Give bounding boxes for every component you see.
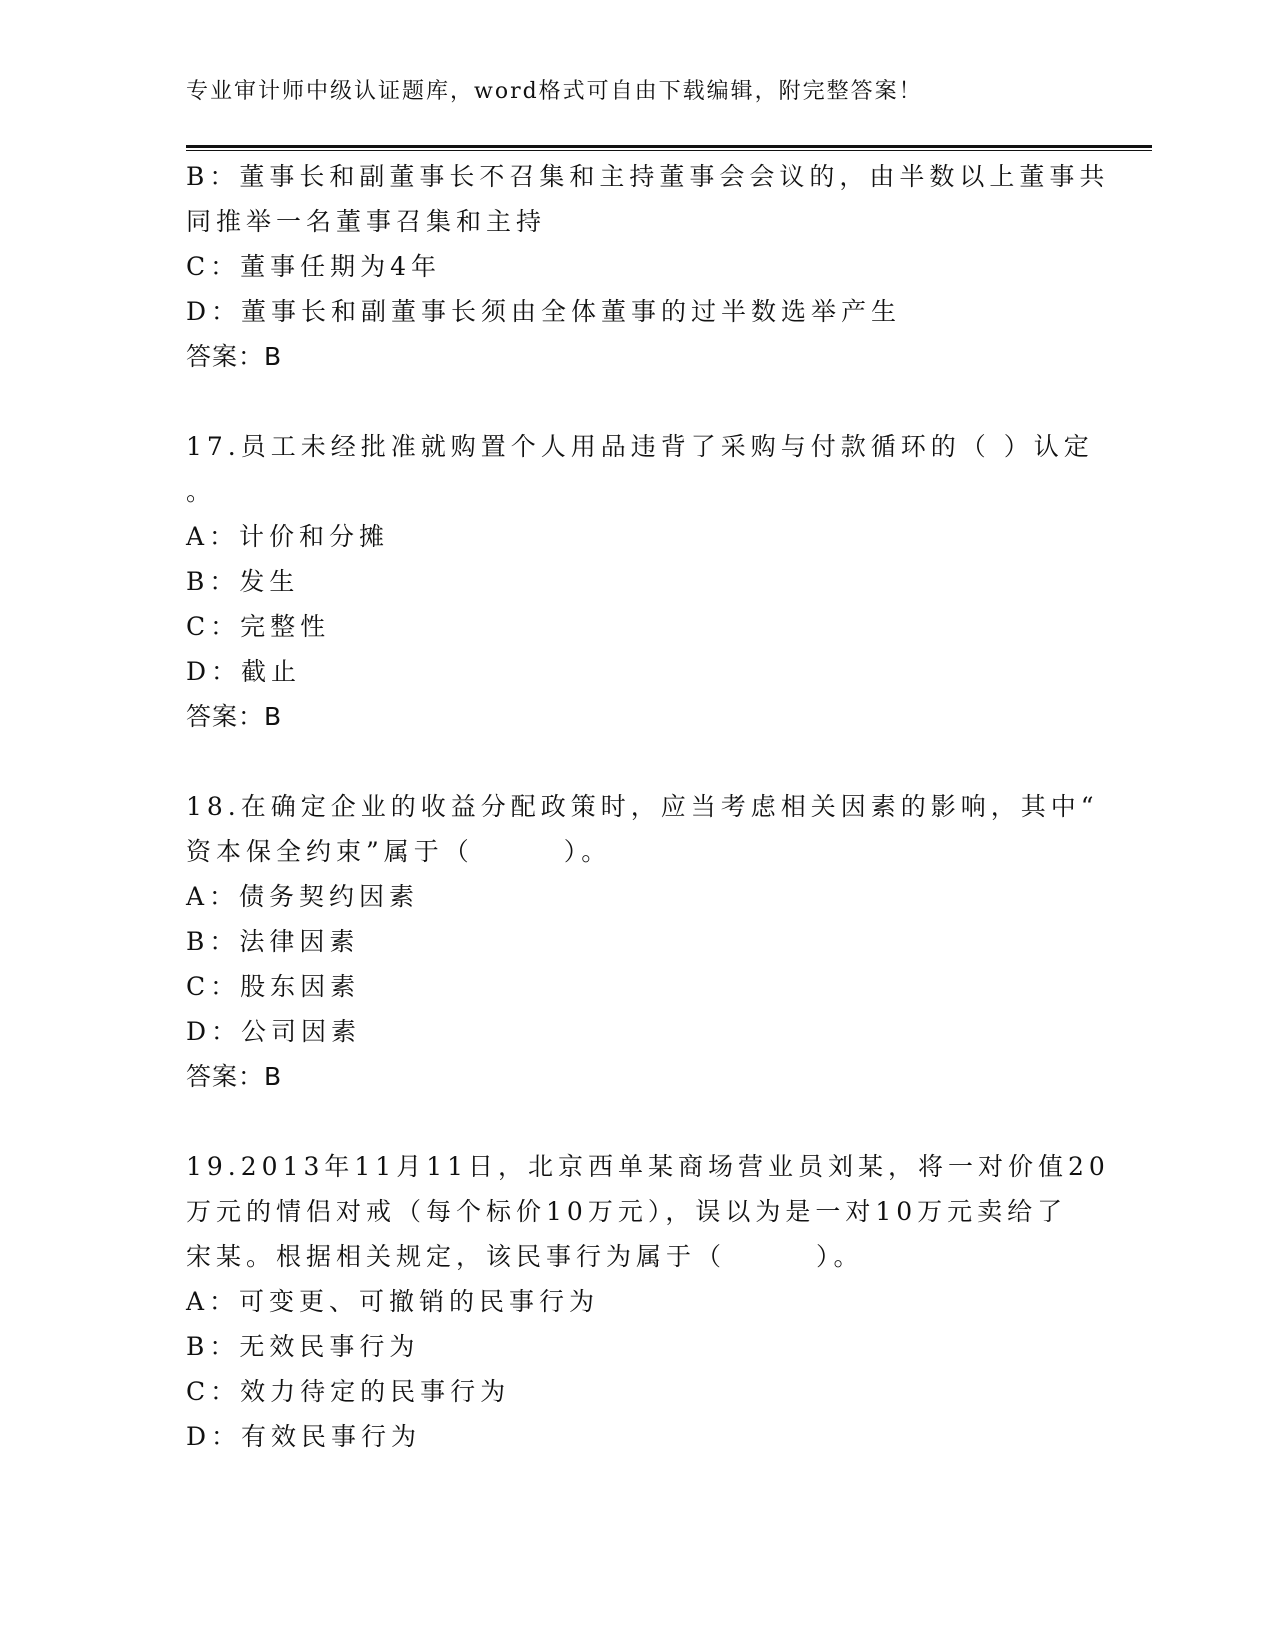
answer-line: 答案：B — [186, 702, 283, 731]
option-c: C：股东因素 — [186, 972, 361, 1001]
option-d: D：公司因素 — [186, 1017, 362, 1046]
header-rule-thick — [186, 145, 1152, 148]
question-text: 宋某。根据相关规定，该民事行为属于（ ）。 — [186, 1242, 864, 1271]
option-d: D：截止 — [186, 657, 302, 686]
option-b: B：无效民事行为 — [186, 1332, 420, 1361]
question-list — [186, 154, 1110, 1459]
option-c: C：完整性 — [186, 612, 331, 641]
question-18 — [186, 784, 1099, 1099]
question-16 — [186, 154, 1110, 379]
question-text: 。 — [186, 477, 217, 506]
option-a: A：计价和分摊 — [186, 522, 390, 551]
option-b — [186, 154, 1110, 244]
question-text: 19.2013年11月11日，北京西单某商场营业员刘某，将一对价值20 — [186, 1152, 1110, 1181]
option-b: B：发生 — [186, 567, 300, 596]
option-d: D：有效民事行为 — [186, 1422, 422, 1451]
question-19 — [186, 1144, 1110, 1459]
answer-line: 答案：B — [186, 1062, 283, 1091]
question-text: 17.员工未经批准就购置个人用品违背了采购与付款循环的（ ）认定 — [186, 432, 1094, 461]
question-17 — [186, 424, 1094, 739]
question-text: 万元的情侣对戒（每个标价10万元），误以为是一对10万元卖给了 — [186, 1197, 1068, 1226]
option-line: B：董事长和副董事长不召集和主持董事会会议的，由半数以上董事共 — [186, 162, 1110, 191]
question-text: 资本保全约束”属于（ ）。 — [186, 837, 612, 866]
option-line: 同推举一名董事召集和主持 — [186, 207, 547, 236]
header-rule-thin — [186, 150, 1152, 151]
option-c: C：董事任期为4年 — [186, 252, 442, 281]
question-text: 18.在确定企业的收益分配政策时，应当考虑相关因素的影响，其中“ — [186, 792, 1099, 821]
option-c: C：效力待定的民事行为 — [186, 1377, 511, 1406]
page-header: 专业审计师中级认证题库，word格式可自由下载编辑，附完整答案！ — [186, 79, 923, 104]
option-a: A：可变更、可撤销的民事行为 — [186, 1287, 600, 1316]
option-b: B：法律因素 — [186, 927, 360, 956]
answer-line: 答案：B — [186, 342, 283, 371]
option-a: A：债务契约因素 — [186, 882, 420, 911]
option-d: D：董事长和副董事长须由全体董事的过半数选举产生 — [186, 297, 902, 326]
